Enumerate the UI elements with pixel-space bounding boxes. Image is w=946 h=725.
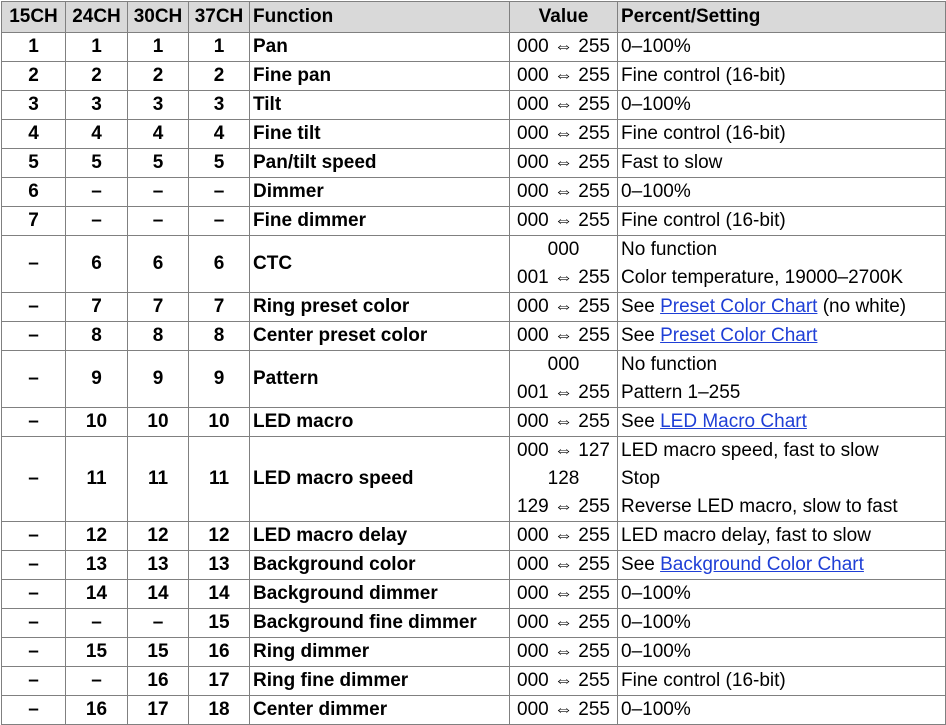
function-cell: Dimmer (250, 178, 510, 207)
setting-prefix: See (621, 325, 661, 346)
value-range: 000 ⇔ 255 (517, 181, 610, 202)
channel-30ch-cell: 13 (128, 551, 189, 580)
function-cell: CTC (250, 236, 510, 293)
table-row (2, 696, 946, 725)
value-cell (510, 120, 618, 149)
channel-37ch-cell: 4 (189, 120, 250, 149)
column-header-30ch: 30CH (128, 2, 189, 33)
value-cell (510, 178, 618, 207)
table-row (2, 638, 946, 667)
value-range: 000 ⇔ 255 (517, 325, 610, 346)
setting-prefix: See (621, 411, 661, 432)
value-cell (510, 696, 618, 725)
value-range: 000 (547, 354, 580, 375)
value-cell (510, 522, 618, 551)
chart-link[interactable]: Background Color Chart (660, 554, 864, 575)
value-cell (510, 62, 618, 91)
chart-link[interactable]: Preset Color Chart (660, 296, 818, 317)
setting-cell (618, 580, 946, 609)
channel-37ch-cell: 1 (189, 33, 250, 62)
setting-text: 0–100% (621, 699, 691, 720)
setting-text: Reverse LED macro, slow to fast (621, 496, 898, 517)
channel-24ch-cell: 9 (66, 351, 128, 408)
value-range: 000 ⇔ 255 (517, 152, 610, 173)
dmx-channel-table (1, 1, 946, 725)
setting-prefix: See (621, 296, 661, 317)
table-row (2, 207, 946, 236)
column-header-24ch: 24CH (66, 2, 128, 33)
setting-text: 0–100% (621, 641, 691, 662)
value-range: 000 ⇔ 255 (517, 210, 610, 231)
value-range: 000 ⇔ 255 (517, 583, 610, 604)
channel-15ch-cell: – (2, 322, 66, 351)
value-range: 000 ⇔ 255 (517, 554, 610, 575)
setting-text: Fast to slow (621, 152, 723, 173)
setting-text: No function (621, 354, 718, 375)
setting-cell (618, 149, 946, 178)
channel-15ch-cell: 1 (2, 33, 66, 62)
value-range: 000 (547, 239, 580, 260)
channel-37ch-cell: 11 (189, 437, 250, 522)
channel-37ch-cell: 12 (189, 522, 250, 551)
setting-text: 0–100% (621, 583, 691, 604)
setting-text: Fine control (16-bit) (621, 65, 786, 86)
value-range: 000 ⇔ 255 (517, 36, 610, 57)
channel-30ch-cell: 11 (128, 437, 189, 522)
value-cell (510, 437, 618, 522)
channel-24ch-cell: 6 (66, 236, 128, 293)
setting-text: Stop (621, 468, 661, 489)
channel-15ch-cell: – (2, 351, 66, 408)
channel-37ch-cell: 5 (189, 149, 250, 178)
setting-cell (618, 120, 946, 149)
channel-15ch-cell: – (2, 236, 66, 293)
function-cell: Center dimmer (250, 696, 510, 725)
table-row (2, 322, 946, 351)
channel-24ch-cell: 5 (66, 149, 128, 178)
value-range: 001 ⇔ 255 (517, 382, 610, 403)
channel-24ch-cell: 8 (66, 322, 128, 351)
value-range: 000 ⇔ 255 (517, 670, 610, 691)
column-header-37ch: 37CH (189, 2, 250, 33)
channel-24ch-cell: – (66, 207, 128, 236)
table-row (2, 551, 946, 580)
table-row (2, 236, 946, 293)
channel-15ch-cell: 2 (2, 62, 66, 91)
function-cell: Fine pan (250, 62, 510, 91)
channel-15ch-cell: 7 (2, 207, 66, 236)
channel-24ch-cell: 15 (66, 638, 128, 667)
table-row (2, 351, 946, 408)
function-cell: Fine dimmer (250, 207, 510, 236)
channel-30ch-cell: – (128, 609, 189, 638)
function-cell: LED macro (250, 408, 510, 437)
value-range: 000 ⇔ 255 (517, 411, 610, 432)
value-range: 000 ⇔ 255 (517, 296, 610, 317)
value-cell (510, 322, 618, 351)
setting-text: No function (621, 239, 718, 260)
channel-30ch-cell: 8 (128, 322, 189, 351)
table-header-row (2, 2, 946, 33)
setting-text (621, 408, 942, 436)
channel-24ch-cell: 16 (66, 696, 128, 725)
channel-15ch-cell: 3 (2, 91, 66, 120)
chart-link[interactable]: LED Macro Chart (660, 411, 807, 432)
table-row (2, 580, 946, 609)
channel-24ch-cell: 1 (66, 33, 128, 62)
value-range: 000 ⇔ 255 (517, 612, 610, 633)
function-cell: Pan (250, 33, 510, 62)
channel-24ch-cell: 10 (66, 408, 128, 437)
channel-30ch-cell: 14 (128, 580, 189, 609)
value-range: 129 ⇔ 255 (517, 496, 610, 517)
channel-37ch-cell: 18 (189, 696, 250, 725)
function-cell: Pan/tilt speed (250, 149, 510, 178)
setting-text (621, 551, 942, 579)
setting-cell (618, 408, 946, 437)
channel-30ch-cell: 9 (128, 351, 189, 408)
table-row (2, 667, 946, 696)
value-range: 000 ⇔ 255 (517, 525, 610, 546)
setting-prefix: See (621, 554, 661, 575)
function-cell: Tilt (250, 91, 510, 120)
setting-cell (618, 667, 946, 696)
value-cell (510, 207, 618, 236)
value-cell (510, 580, 618, 609)
setting-cell (618, 638, 946, 667)
channel-15ch-cell: – (2, 293, 66, 322)
setting-text: Pattern 1–255 (621, 382, 741, 403)
setting-text: Fine control (16-bit) (621, 210, 786, 231)
value-range: 000 ⇔ 255 (517, 641, 610, 662)
function-cell: LED macro delay (250, 522, 510, 551)
setting-text: 0–100% (621, 181, 691, 202)
value-cell (510, 609, 618, 638)
channel-37ch-cell: 16 (189, 638, 250, 667)
setting-cell (618, 33, 946, 62)
column-header-15ch: 15CH (2, 2, 66, 33)
channel-30ch-cell: 12 (128, 522, 189, 551)
channel-24ch-cell: 3 (66, 91, 128, 120)
channel-30ch-cell: – (128, 178, 189, 207)
value-range: 000 ⇔ 127 (517, 440, 610, 461)
channel-30ch-cell: 3 (128, 91, 189, 120)
setting-text: LED macro delay, fast to slow (621, 525, 871, 546)
setting-cell (618, 62, 946, 91)
channel-30ch-cell: 10 (128, 408, 189, 437)
setting-suffix: (no white) (817, 296, 907, 317)
channel-30ch-cell: 15 (128, 638, 189, 667)
setting-text (621, 293, 942, 321)
table-row (2, 178, 946, 207)
value-cell (510, 91, 618, 120)
table-row (2, 609, 946, 638)
table-row (2, 408, 946, 437)
setting-cell (618, 91, 946, 120)
channel-15ch-cell: – (2, 437, 66, 522)
channel-15ch-cell: 6 (2, 178, 66, 207)
value-cell (510, 33, 618, 62)
chart-link[interactable]: Preset Color Chart (660, 325, 818, 346)
function-cell: Pattern (250, 351, 510, 408)
channel-30ch-cell: 2 (128, 62, 189, 91)
value-range: 000 ⇔ 255 (517, 123, 610, 144)
function-cell: Ring preset color (250, 293, 510, 322)
function-cell: Center preset color (250, 322, 510, 351)
column-header-setting: Percent/Setting (618, 2, 946, 33)
channel-24ch-cell: – (66, 178, 128, 207)
channel-15ch-cell: – (2, 638, 66, 667)
value-cell (510, 149, 618, 178)
channel-37ch-cell: 14 (189, 580, 250, 609)
value-range: 128 (547, 468, 580, 489)
channel-37ch-cell: 7 (189, 293, 250, 322)
setting-text: Fine control (16-bit) (621, 123, 786, 144)
function-cell: Ring fine dimmer (250, 667, 510, 696)
channel-30ch-cell: 16 (128, 667, 189, 696)
channel-15ch-cell: – (2, 580, 66, 609)
table-row (2, 120, 946, 149)
channel-15ch-cell: – (2, 667, 66, 696)
channel-15ch-cell: – (2, 408, 66, 437)
column-header-function: Function (250, 2, 510, 33)
function-cell: Fine tilt (250, 120, 510, 149)
channel-15ch-cell: – (2, 522, 66, 551)
setting-text: 0–100% (621, 612, 691, 633)
table-row (2, 522, 946, 551)
setting-text: 0–100% (621, 36, 691, 57)
setting-text: Fine control (16-bit) (621, 670, 786, 691)
channel-30ch-cell: 6 (128, 236, 189, 293)
channel-24ch-cell: 14 (66, 580, 128, 609)
table-row (2, 437, 946, 522)
channel-37ch-cell: 10 (189, 408, 250, 437)
setting-cell (618, 207, 946, 236)
setting-cell (618, 551, 946, 580)
table-row (2, 293, 946, 322)
channel-15ch-cell: – (2, 696, 66, 725)
table-row (2, 33, 946, 62)
channel-37ch-cell: – (189, 207, 250, 236)
value-cell (510, 293, 618, 322)
table-row (2, 91, 946, 120)
channel-30ch-cell: 17 (128, 696, 189, 725)
setting-cell (618, 696, 946, 725)
setting-cell (618, 178, 946, 207)
value-range: 000 ⇔ 255 (517, 699, 610, 720)
table-row (2, 149, 946, 178)
channel-24ch-cell: 13 (66, 551, 128, 580)
value-cell (510, 236, 618, 293)
value-cell (510, 638, 618, 667)
channel-37ch-cell: 13 (189, 551, 250, 580)
channel-37ch-cell: 17 (189, 667, 250, 696)
channel-37ch-cell: 8 (189, 322, 250, 351)
channel-24ch-cell: 12 (66, 522, 128, 551)
value-cell (510, 351, 618, 408)
channel-30ch-cell: – (128, 207, 189, 236)
setting-cell (618, 522, 946, 551)
channel-37ch-cell: 2 (189, 62, 250, 91)
setting-cell (618, 322, 946, 351)
function-cell: Ring dimmer (250, 638, 510, 667)
channel-37ch-cell: – (189, 178, 250, 207)
channel-37ch-cell: 15 (189, 609, 250, 638)
function-cell: Background fine dimmer (250, 609, 510, 638)
setting-cell (618, 351, 946, 408)
table-body (2, 33, 946, 725)
channel-24ch-cell: – (66, 609, 128, 638)
setting-text: 0–100% (621, 94, 691, 115)
channel-24ch-cell: 11 (66, 437, 128, 522)
value-cell (510, 551, 618, 580)
setting-cell (618, 437, 946, 522)
channel-15ch-cell: – (2, 551, 66, 580)
channel-30ch-cell: 1 (128, 33, 189, 62)
value-range: 000 ⇔ 255 (517, 94, 610, 115)
column-header-value: Value (510, 2, 618, 33)
function-cell: LED macro speed (250, 437, 510, 522)
setting-text: LED macro speed, fast to slow (621, 440, 879, 461)
setting-text (621, 322, 942, 350)
channel-15ch-cell: – (2, 609, 66, 638)
channel-30ch-cell: 7 (128, 293, 189, 322)
channel-24ch-cell: 7 (66, 293, 128, 322)
channel-30ch-cell: 5 (128, 149, 189, 178)
value-range: 000 ⇔ 255 (517, 65, 610, 86)
value-cell (510, 408, 618, 437)
function-cell: Background color (250, 551, 510, 580)
function-cell: Background dimmer (250, 580, 510, 609)
channel-37ch-cell: 9 (189, 351, 250, 408)
value-range: 001 ⇔ 255 (517, 267, 610, 288)
table-row (2, 62, 946, 91)
channel-37ch-cell: 3 (189, 91, 250, 120)
setting-cell (618, 293, 946, 322)
setting-cell (618, 236, 946, 293)
setting-text: Color temperature, 19000–2700K (621, 267, 904, 288)
channel-24ch-cell: 2 (66, 62, 128, 91)
channel-15ch-cell: 4 (2, 120, 66, 149)
channel-24ch-cell: – (66, 667, 128, 696)
channel-30ch-cell: 4 (128, 120, 189, 149)
channel-24ch-cell: 4 (66, 120, 128, 149)
value-cell (510, 667, 618, 696)
setting-cell (618, 609, 946, 638)
channel-15ch-cell: 5 (2, 149, 66, 178)
channel-37ch-cell: 6 (189, 236, 250, 293)
